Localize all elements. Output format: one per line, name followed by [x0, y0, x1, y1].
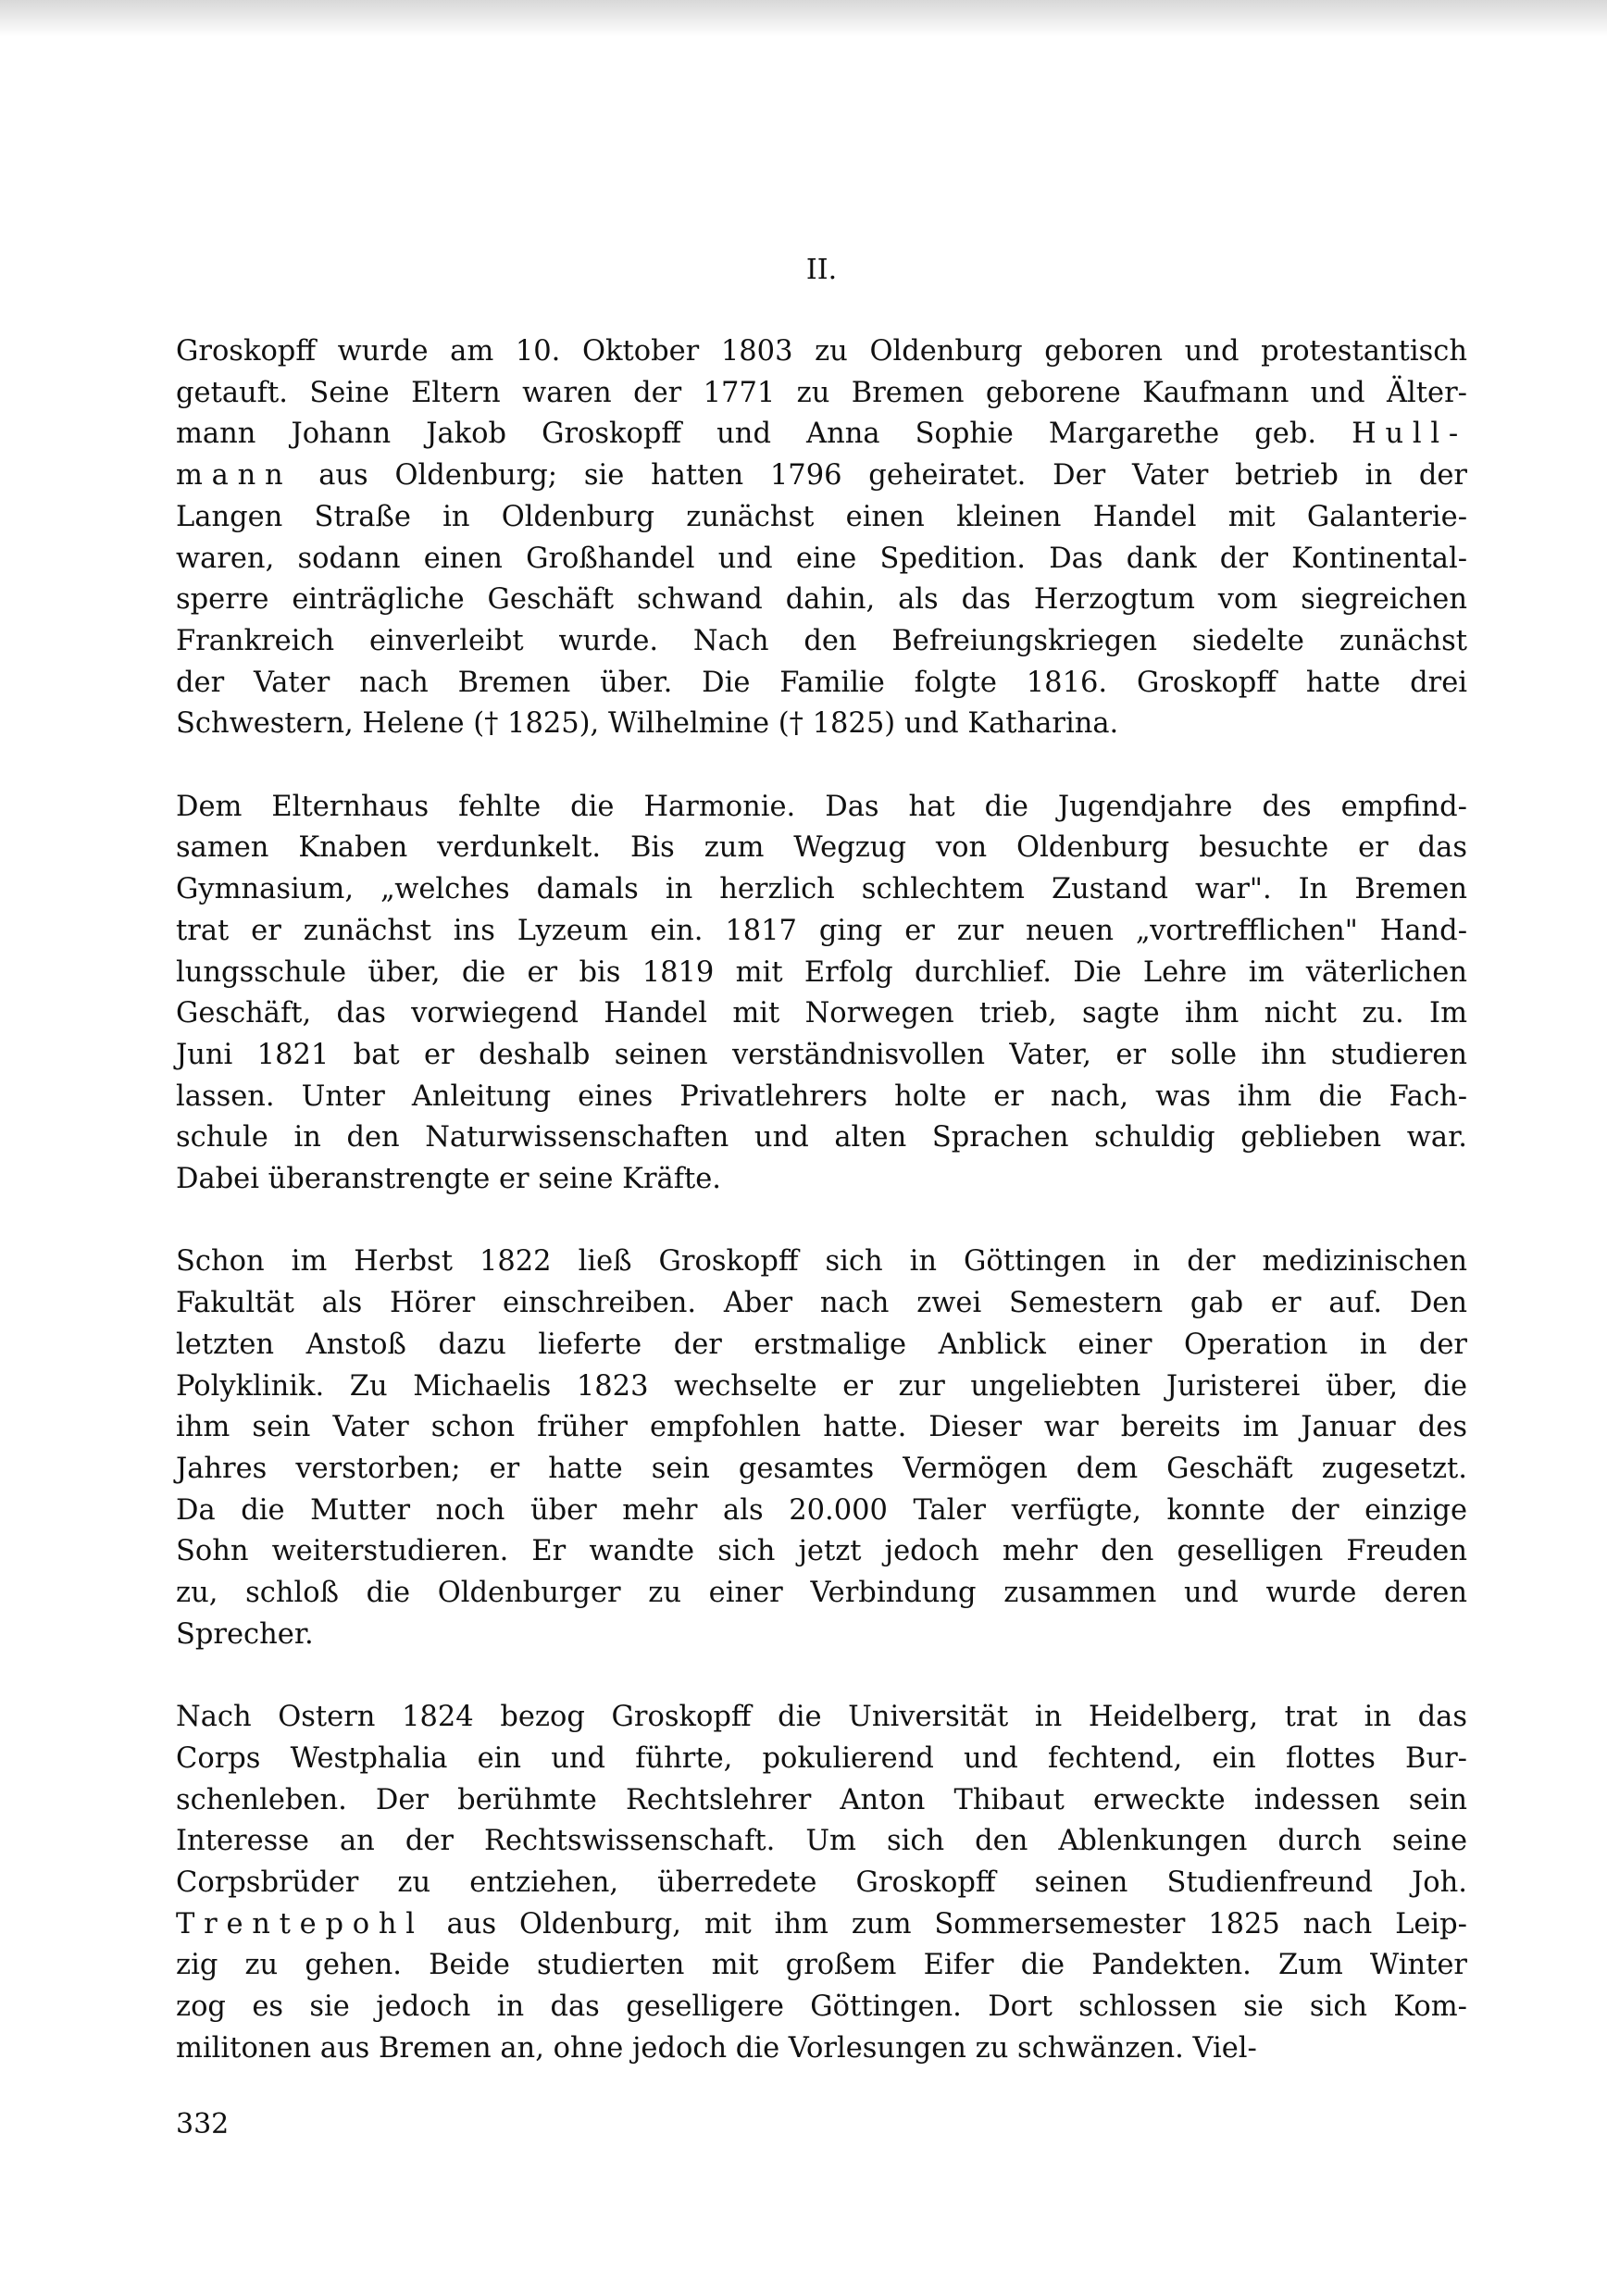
text-line: Geschäft, das vorwiegend Handel mit Norwegen trieb, sagte ihm nicht zu. Im [176, 997, 1467, 1030]
text-line: schenleben. Der berühmte Rechtslehrer Anton Thibaut erweckte indessen sein [176, 1783, 1467, 1816]
text-line [176, 1904, 1467, 1946]
section-heading: II. [805, 254, 838, 286]
text-line: Groskopff wurde am 10. Oktober 1803 zu Oldenburg geboren und protestantisch [176, 335, 1467, 368]
text-line: Interesse an der Rechtswissenschaft. Um sich den Ablenkungen durch seine [176, 1825, 1467, 1858]
text-line: Juni 1821 bat er deshalb seinen verständnisvollen Vater, er solle ihn studieren [176, 1038, 1467, 1071]
text-line: Frankreich einverleibt wurde. Nach den Befreiungskriegen siedelte zunächst [176, 624, 1467, 657]
text-line: Jahres verstorben; er hatte sein gesamtes Vermögen dem Geschäft zugesetzt. [176, 1452, 1467, 1485]
text-line: Polyklinik. Zu Michaelis 1823 wechselte er zur ungeliebten Juristerei über, die [176, 1369, 1467, 1403]
text-segment: aus Oldenburg, mit ihm zum Sommersemester 1825 nach Leip- [423, 1907, 1467, 1940]
text-line: schule in den Naturwissenschaften und alten Sprachen schuldig geblieben war. [176, 1121, 1467, 1154]
text-segment: mann Johann Jakob Groskopff und Anna Sophie Margarethe geb. [176, 418, 1352, 451]
paragraph [176, 1242, 1467, 1655]
text-line: Schon im Herbst 1822 ließ Groskopff sich in Göttingen in der medizinischen [176, 1245, 1467, 1279]
text-line: getauft. Seine Eltern waren der 1771 zu Bremen geborene Kaufmann und Älter- [176, 376, 1467, 409]
text-line: zig zu gehen. Beide studierten mit großem Eifer die Pandekten. Zum Winter [176, 1949, 1467, 1982]
paragraph [176, 787, 1467, 1201]
text-line [176, 455, 1467, 497]
text-line: samen Knaben verdunkelt. Bis zum Wegzug von Oldenburg besuchte er das [176, 831, 1467, 865]
text-segment: aus Oldenburg; sie hatten 1796 geheiratet. Der Vater betrieb in der [292, 459, 1467, 493]
page-number: 332 [176, 2108, 230, 2140]
text-line: Nach Ostern 1824 bezog Groskopff die Universität in Heidelberg, trat in das [176, 1701, 1467, 1734]
text-line: Gymnasium, „welches damals in herzlich schlechtem Zustand war". In Bremen [176, 873, 1467, 906]
text-line: ihm sein Vater schon früher empfohlen hatte. Dieser war bereits im Januar des [176, 1411, 1467, 1444]
text-line: militonen aus Bremen an, ohne jedoch die Vorlesungen zu schwänzen. Viel- [176, 2031, 1257, 2065]
paragraph [176, 331, 1467, 745]
text-line: Langen Straße in Oldenburg zunächst einen kleinen Handel mit Galanterie- [176, 500, 1467, 533]
text-line: zu, schloß die Oldenburger zu einer Verbindung zusammen und wurde deren [176, 1577, 1467, 1610]
spaced-name: mann [176, 459, 293, 493]
text-line [176, 414, 1467, 455]
text-line: trat er zunächst ins Lyzeum ein. 1817 ging er zur neuen „vortrefflichen" Hand- [176, 914, 1467, 947]
spaced-name: Hull- [1352, 418, 1467, 451]
text-line: zog es sie jedoch in das geselligere Göttingen. Dort schlossen sie sich Kom- [176, 1990, 1467, 2024]
text-line: Corpsbrüder zu entziehen, überredete Groskopff seinen Studienfreund Joh. [176, 1866, 1467, 1899]
text-line: Fakultät als Hörer einschreiben. Aber nach zwei Semestern gab er auf. Den [176, 1287, 1467, 1320]
text-line: waren, sodann einen Großhandel und eine Spedition. Das dank der Kontinental- [176, 542, 1467, 575]
text-line: Sprecher. [176, 1617, 314, 1651]
text-line: der Vater nach Bremen über. Die Familie folgte 1816. Groskopff hatte drei [176, 666, 1467, 699]
body-text [176, 331, 1467, 2111]
spaced-name: Trentepohl [176, 1907, 424, 1940]
text-line: lassen. Unter Anleitung eines Privatlehrers holte er nach, was ihm die Fach- [176, 1079, 1467, 1113]
text-line: Corps Westphalia ein und führte, pokulierend und fechtend, ein flottes Bur- [176, 1741, 1467, 1775]
text-line: Dabei überanstrengte er seine Kräfte. [176, 1163, 722, 1196]
scan-top-shading [0, 0, 1607, 37]
text-line: Da die Mutter noch über mehr als 20.000 Taler verfügte, konnte der einzige [176, 1493, 1467, 1527]
text-line: lungsschule über, die er bis 1819 mit Erfolg durchlief. Die Lehre im väterlichen [176, 955, 1467, 989]
text-line: Dem Elternhaus fehlte die Harmonie. Das hat die Jugendjahre des empfind- [176, 790, 1467, 823]
paragraph [176, 1697, 1467, 2069]
text-line: letzten Anstoß dazu lieferte der erstmalige Anblick einer Operation in der [176, 1328, 1467, 1361]
text-line: Schwestern, Helene († 1825), Wilhelmine († 1825) und Katharina. [176, 707, 1119, 741]
text-line: Sohn weiterstudieren. Er wandte sich jetzt jedoch mehr den geselligen Freuden [176, 1535, 1467, 1568]
text-line: sperre einträgliche Geschäft schwand dahin, als das Herzogtum vom siegreichen [176, 583, 1467, 617]
